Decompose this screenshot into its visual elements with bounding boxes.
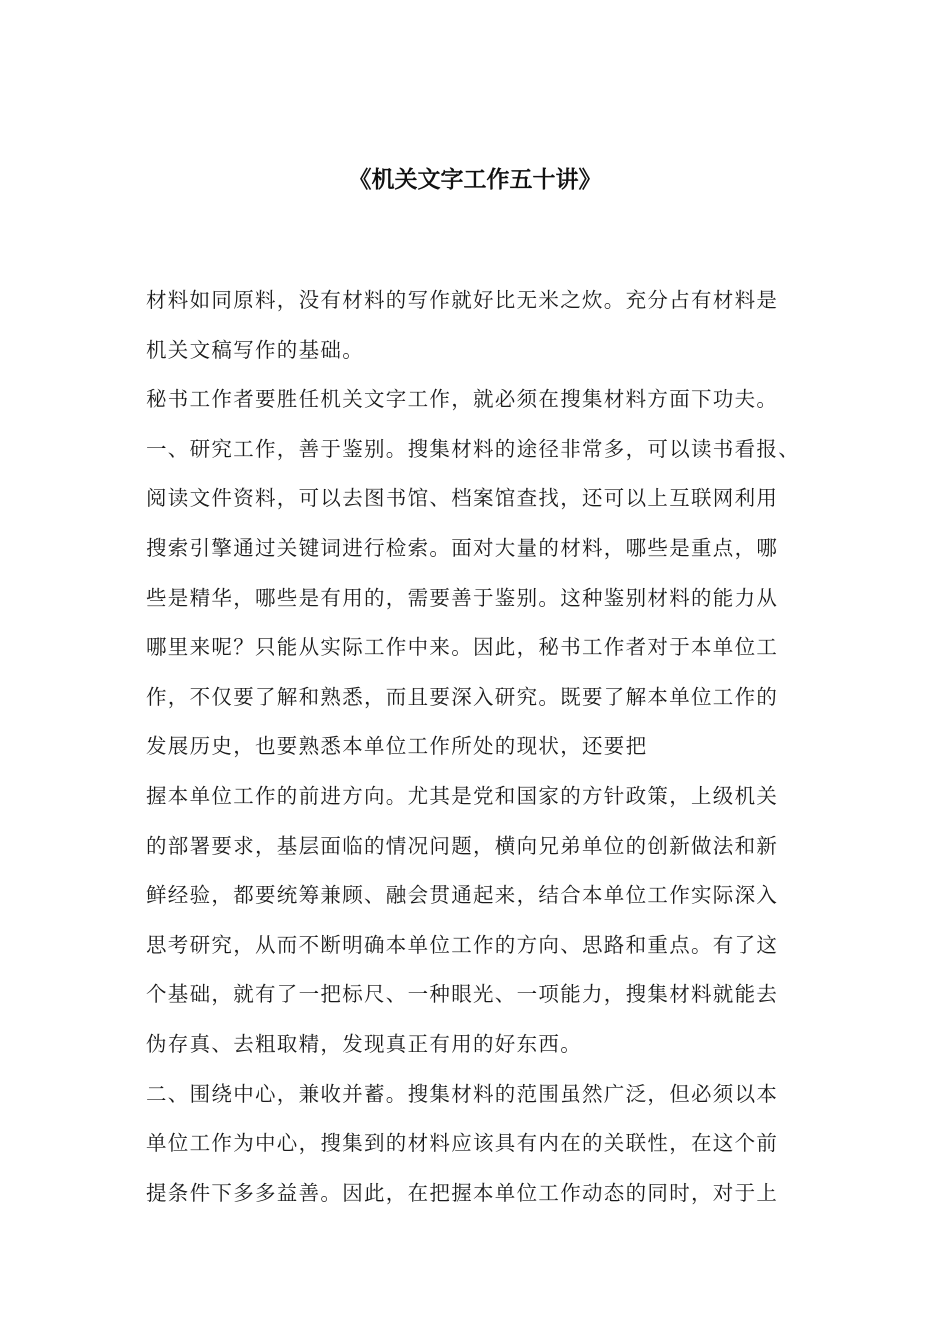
- text-line: 机关文稿写作的基础。: [146, 337, 364, 362]
- text-line: 一、研究工作，善于鉴别。搜集材料的途径非常多，可以读书看报、: [146, 436, 800, 461]
- document-body: [146, 276, 826, 1218]
- text-line: 提条件下多多益善。因此，在把握本单位工作动态的同时，对于上: [146, 1180, 779, 1205]
- text-line: 材料如同原料，没有材料的写作就好比无米之炊。充分占有材料是: [146, 288, 779, 312]
- text-line: 单位工作为中心，搜集到的材料应该具有内在的关联性，在这个前: [146, 1131, 779, 1156]
- text-line: 发展历史，也要熟悉本单位工作所处的现状，还要把: [146, 734, 648, 759]
- text-line: 哪里来呢？只能从实际工作中来。因此，秘书工作者对于本单位工: [146, 635, 779, 660]
- text-line: 个基础，就有了一把标尺、一种眼光、一项能力，搜集材料就能去: [146, 982, 779, 1007]
- text-line: 握本单位工作的前进方向。尤其是党和国家的方针政策，上级机关: [146, 783, 779, 808]
- text-line: 伪存真、去粗取精，发现真正有用的好东西。: [146, 1031, 582, 1056]
- text-line: 二、围绕中心，兼收并蓄。搜集材料的范围虽然广泛，但必须以本: [146, 1081, 779, 1106]
- text-line: 秘书工作者要胜任机关文字工作，就必须在搜集材料方面下功夫。: [146, 387, 779, 412]
- text-line: 的部署要求，基层面临的情况问题，横向兄弟单位的创新做法和新: [146, 833, 779, 858]
- text-line: 思考研究，从而不断明确本单位工作的方向、思路和重点。有了这: [146, 932, 779, 957]
- text-line: 鲜经验，都要统筹兼顾、融会贯通起来，结合本单位工作实际深入: [146, 883, 779, 908]
- document-title: 《机关文字工作五十讲》: [348, 167, 602, 193]
- text-line: 搜索引擎通过关键词进行检索。面对大量的材料，哪些是重点，哪: [146, 535, 779, 560]
- text-line: 些是精华，哪些是有用的，需要善于鉴别。这种鉴别材料的能力从: [146, 585, 779, 610]
- text-line: 作，不仅要了解和熟悉，而且要深入研究。既要了解本单位工作的: [146, 684, 779, 709]
- text-line: 阅读文件资料，可以去图书馆、档案馆查找，还可以上互联网利用: [146, 486, 779, 511]
